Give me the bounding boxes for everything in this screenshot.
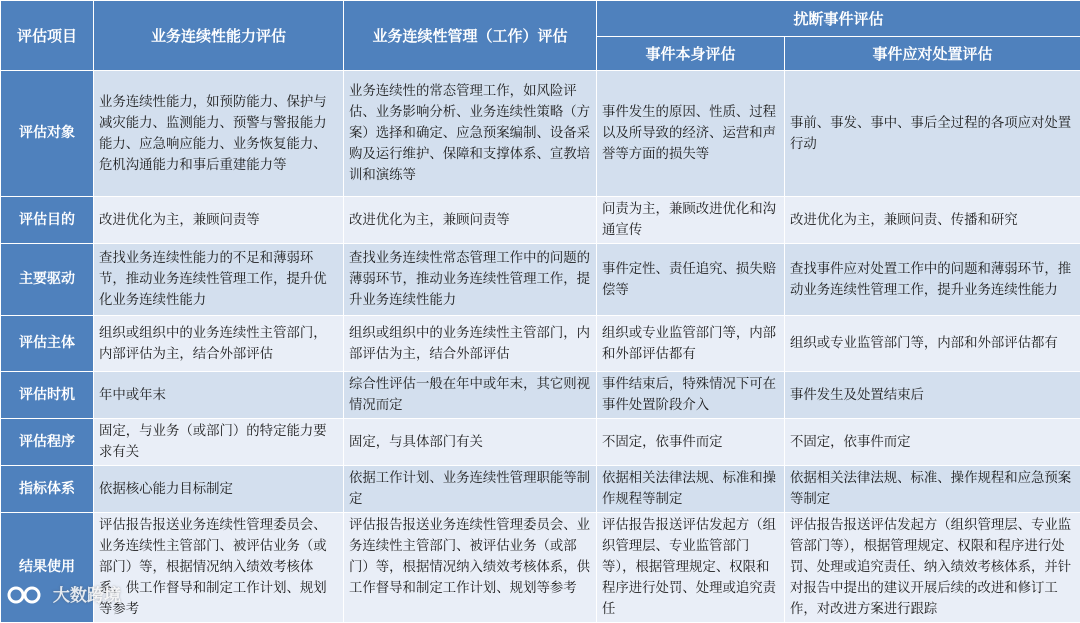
- cell-management: 评估报告报送业务连续性管理委员会、业务连续性主管部门、被评估业务（或部门）等，根据情况纳入绩效考核体系，供工作督导和制定工作计划、规划等参考: [344, 513, 597, 623]
- row-label: 评估目的: [1, 197, 94, 244]
- cell-management: 组织或组织中的业务连续性主管部门，内部评估为主，结合外部评估: [344, 316, 597, 372]
- cell-capability: 查找业务连续性能力的不足和薄弱环节，推动业务连续性管理工作，提升优化业务连续性能力: [94, 244, 344, 316]
- cell-incident-self: 不固定，依事件而定: [597, 419, 785, 466]
- row-label: 指标体系: [1, 466, 94, 513]
- header-evaluation-item: 评估项目: [1, 1, 94, 71]
- row-label: 评估主体: [1, 316, 94, 372]
- cell-incident-self: 组织或专业监管部门等，内部和外部评估都有: [597, 316, 785, 372]
- cell-management: 综合性评估一般在年中或年末，其它则视情况而定: [344, 372, 597, 419]
- cell-management: 依据工作计划、业务连续性管理职能等制定: [344, 466, 597, 513]
- cell-incident-self: 事件结束后，特殊情况下可在事件处置阶段介入: [597, 372, 785, 419]
- cell-incident-self: 事件发生的原因、性质、过程以及所导致的经济、运营和声誉等方面的损失等: [597, 71, 785, 197]
- table-row: [1, 244, 1080, 316]
- cell-incident-response: 不固定，依事件而定: [785, 419, 1080, 466]
- cell-incident-self: 问责为主，兼顾改进优化和沟通宣传: [597, 197, 785, 244]
- table-row: [1, 419, 1080, 466]
- cell-capability: 依据核心能力目标制定: [94, 466, 344, 513]
- row-label: 评估对象: [1, 71, 94, 197]
- row-label: 主要驱动: [1, 244, 94, 316]
- cell-capability: 改进优化为主，兼顾问责等: [94, 197, 344, 244]
- cell-capability: 固定，与业务（或部门）的特定能力要求有关: [94, 419, 344, 466]
- header-management-evaluation: 业务连续性管理（工作）评估: [344, 1, 597, 71]
- cell-capability: 组织或组织中的业务连续性主管部门，内部评估为主，结合外部评估: [94, 316, 344, 372]
- cell-management: 业务连续性的常态管理工作，如风险评估、业务影响分析、业务连续性策略（方案）选择和确定、应急预案编制、设备采购及运行维护、保障和支撑体系、宣教培训和演练等: [344, 71, 597, 197]
- cell-incident-self: 评估报告报送评估发起方（组织管理层、专业监管部门等），根据管理规定、权限和程序进行处罚、处理或追究责任: [597, 513, 785, 623]
- cell-capability: 年中或年末: [94, 372, 344, 419]
- cell-management: 查找业务连续性常态管理工作中的问题的薄弱环节，推动业务连续性管理工作，提升业务连续性能力: [344, 244, 597, 316]
- row-label: 评估时机: [1, 372, 94, 419]
- table-row: [1, 71, 1080, 197]
- cell-incident-self: 事件定性、责任追究、损失赔偿等: [597, 244, 785, 316]
- cell-management: 改进优化为主，兼顾问责等: [344, 197, 597, 244]
- row-label: 结果使用: [1, 513, 94, 623]
- cell-incident-self: 依据相关法律法规、标准和操作规程等制定: [597, 466, 785, 513]
- table-row: [1, 372, 1080, 419]
- cell-incident-response: 组织或专业监管部门等，内部和外部评估都有: [785, 316, 1080, 372]
- cell-incident-response: 事件发生及处置结束后: [785, 372, 1080, 419]
- header-incident-response: 事件应对处置评估: [785, 37, 1080, 71]
- cell-management: 固定，与具体部门有关: [344, 419, 597, 466]
- cell-incident-response: 查找事件应对处置工作中的问题和薄弱环节，推动业务连续性管理工作，提升业务连续性能力: [785, 244, 1080, 316]
- header-capability-evaluation: 业务连续性能力评估: [94, 1, 344, 71]
- cell-incident-response: 依据相关法律法规、标准、操作规程和应急预案等制定: [785, 466, 1080, 513]
- table-row: [1, 513, 1080, 623]
- cell-incident-response: 事前、事发、事中、事后全过程的各项应对处置行动: [785, 71, 1080, 197]
- table-row: [1, 197, 1080, 244]
- cell-capability: 评估报告报送业务连续性管理委员会、业务连续性主管部门、被评估业务（或部门）等，根据情况纳入绩效考核体系，供工作督导和制定工作计划、规划等参考: [94, 513, 344, 623]
- table-row: [1, 466, 1080, 513]
- header-incident-evaluation: 扰断事件评估: [597, 1, 1080, 37]
- row-label: 评估程序: [1, 419, 94, 466]
- watermark-text: 大数跨境: [53, 586, 121, 606]
- header-incident-self: 事件本身评估: [597, 37, 785, 71]
- cell-capability: 业务连续性能力，如预防能力、保护与减灾能力、监测能力、预警与警报能力能力、应急响应能力、业务恢复能力、危机沟通能力和事后重建能力等: [94, 71, 344, 197]
- cell-incident-response: 评估报告报送评估发起方（组织管理层、专业监管部门等），根据管理规定、权限和程序进行处罚、处理或追究责任、纳入绩效考核体系，并针对报告中提出的建议开展后续的改进和修订工作，对改进方案进行跟踪: [785, 513, 1080, 623]
- cell-incident-response: 改进优化为主，兼顾问责、传播和研究: [785, 197, 1080, 244]
- table-row: [1, 316, 1080, 372]
